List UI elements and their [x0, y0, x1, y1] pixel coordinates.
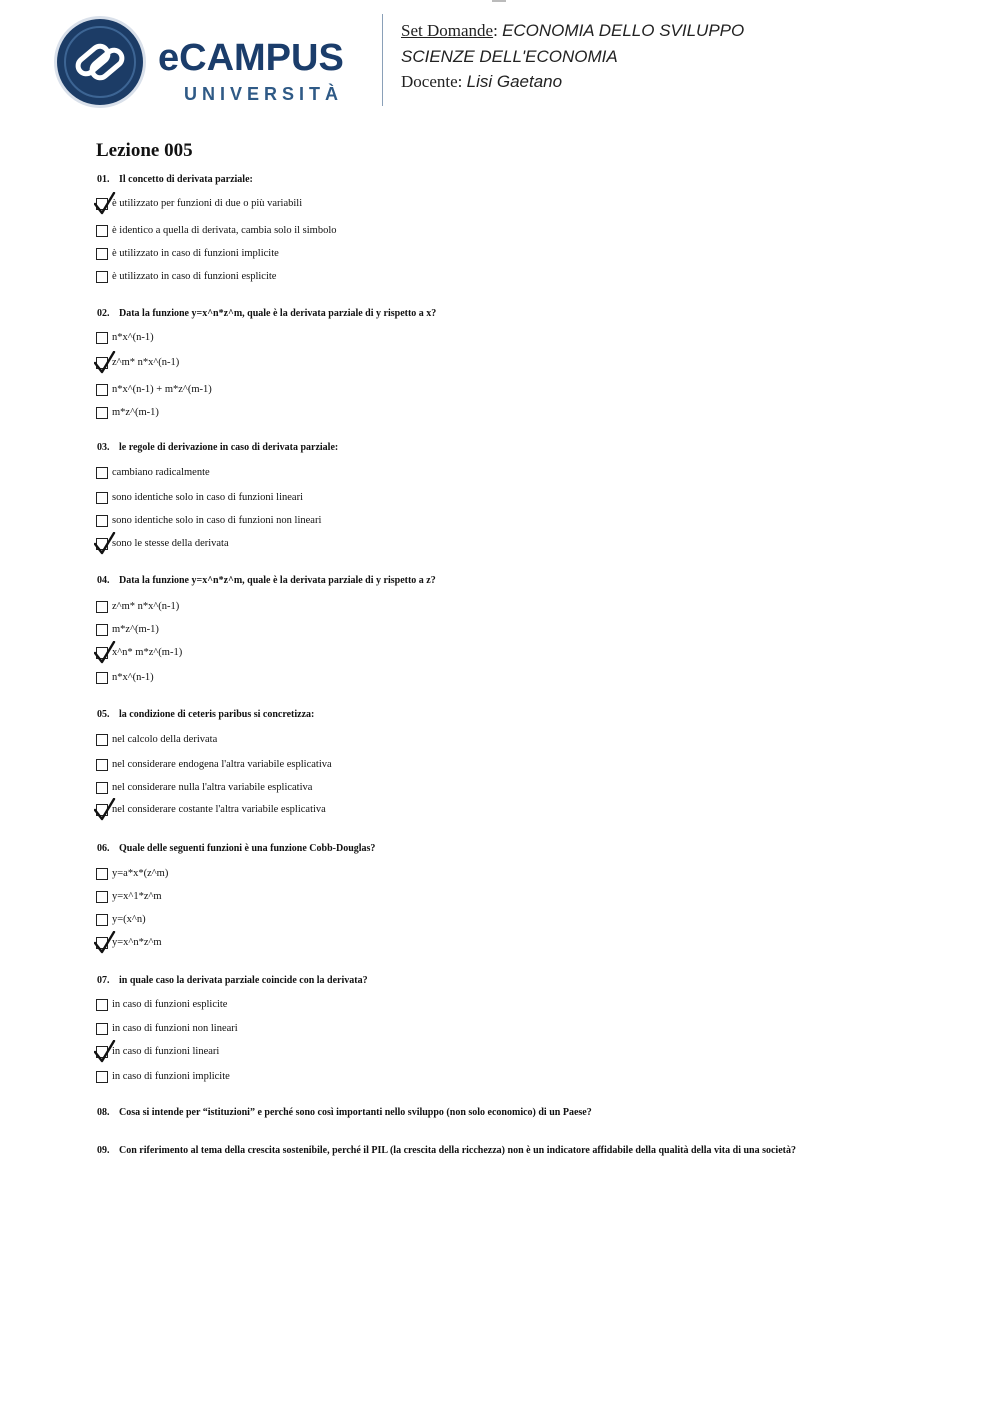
- answer-text: n*x^(n-1): [112, 672, 154, 683]
- ecampus-logo: [52, 14, 372, 110]
- answer-text: z^m* n*x^(n-1): [112, 601, 180, 612]
- course-info: [401, 18, 744, 95]
- answer-checkbox[interactable]: [96, 891, 108, 903]
- question-number: 05.: [97, 709, 110, 720]
- answer-text: y=a*x*(z^m): [112, 868, 169, 879]
- set-label: Set Domande: [401, 21, 494, 40]
- answer-checkbox[interactable]: [96, 1071, 108, 1083]
- answer-text: n*x^(n-1) + m*z^(m-1): [112, 384, 212, 395]
- answer-text: nel considerare nulla l'altra variabile esplicativa: [112, 782, 313, 793]
- question-number: 04.: [97, 575, 110, 586]
- answer-text: y=(x^n): [112, 914, 146, 925]
- logo-subtitle: UNIVERSITÀ: [184, 84, 344, 104]
- question-2: [97, 308, 436, 319]
- answer-checkbox[interactable]: [96, 782, 108, 794]
- answer-text: nel considerare costante l'altra variabile esplicativa: [112, 804, 326, 815]
- question-number: 01.: [97, 174, 110, 185]
- lesson-title: Lezione 005: [96, 140, 193, 161]
- answer-text: in caso di funzioni implicite: [112, 1071, 230, 1082]
- question-text: Il concetto di derivata parziale:: [119, 174, 253, 185]
- answer-text: cambiano radicalmente: [112, 467, 210, 478]
- answer-text: è utilizzato in caso di funzioni esplicite: [112, 271, 277, 282]
- question-text: la condizione di ceteris paribus si concretizza:: [119, 709, 315, 720]
- answer-text: nel considerare endogena l'altra variabile esplicativa: [112, 759, 332, 770]
- logo-wordmark: eCAMPUS: [158, 37, 344, 79]
- docente-value: Lisi Gaetano: [466, 72, 563, 91]
- set-row: Set Domande: ECONOMIA DELLO SVILUPPO: [401, 21, 745, 40]
- checkmark-icon: [94, 532, 116, 556]
- checkmark-icon: [94, 192, 116, 216]
- answer-checkbox[interactable]: [96, 868, 108, 880]
- answer-text: è identico a quella di derivata, cambia solo il simbolo: [112, 225, 337, 236]
- answer-text: in caso di funzioni lineari: [112, 1046, 220, 1057]
- answer-text: sono identiche solo in caso di funzioni lineari: [112, 492, 303, 503]
- answer-checkbox[interactable]: [96, 672, 108, 684]
- answer-text: in caso di funzioni non lineari: [112, 1023, 238, 1034]
- answer-checkbox[interactable]: [96, 384, 108, 396]
- checkmark-icon: [94, 641, 116, 665]
- answer-text: è utilizzato per funzioni di due o più variabili: [112, 198, 303, 209]
- question-text: Data la funzione y=x^n*z^m, quale è la derivata parziale di y rispetto a x?: [119, 308, 437, 319]
- question-3: [97, 442, 338, 453]
- answer-text: in caso di funzioni esplicite: [112, 999, 228, 1010]
- question-number: 02.: [97, 308, 110, 319]
- answer-text: m*z^(m-1): [112, 624, 159, 635]
- question-9: [97, 1145, 877, 1157]
- answer-checkbox[interactable]: [96, 492, 108, 504]
- answer-checkbox[interactable]: [96, 914, 108, 926]
- course-row: [401, 44, 744, 70]
- university-seal-icon: [52, 14, 148, 110]
- question-7: [97, 975, 368, 986]
- answer-checkbox[interactable]: [96, 999, 108, 1011]
- set-value: ECONOMIA DELLO SVILUPPO: [502, 21, 745, 40]
- docente-row: Docente: Lisi Gaetano: [401, 72, 563, 91]
- question-4: [97, 575, 436, 586]
- question-5: [97, 709, 314, 720]
- answer-checkbox[interactable]: [96, 407, 108, 419]
- question-number: 03.: [97, 442, 110, 453]
- answer-text: nel calcolo della derivata: [112, 734, 218, 745]
- answer-checkbox[interactable]: [96, 624, 108, 636]
- answer-text: è utilizzato in caso di funzioni implicite: [112, 248, 279, 259]
- answer-checkbox[interactable]: [96, 734, 108, 746]
- answer-text: x^n* m*z^(m-1): [112, 647, 183, 658]
- question-text: Data la funzione y=x^n*z^m, quale è la derivata parziale di y rispetto a z?: [119, 575, 436, 586]
- answer-checkbox[interactable]: [96, 248, 108, 260]
- checkmark-icon: [94, 1040, 116, 1064]
- answer-text: y=x^n*z^m: [112, 937, 162, 948]
- question-text: in quale caso la derivata parziale coincide con la derivata?: [119, 975, 368, 986]
- answer-checkbox[interactable]: [96, 1023, 108, 1035]
- question-6: [97, 843, 375, 854]
- answer-checkbox[interactable]: [96, 225, 108, 237]
- answer-text: y=x^1*z^m: [112, 891, 162, 902]
- header-divider: [382, 14, 383, 106]
- question-number: 08.: [97, 1107, 110, 1118]
- question-number: 07.: [97, 975, 110, 986]
- answer-checkbox[interactable]: [96, 467, 108, 479]
- answer-checkbox[interactable]: [96, 601, 108, 613]
- answer-text: sono le stesse della derivata: [112, 538, 229, 549]
- course-name: SCIENZE DELL'ECONOMIA: [401, 46, 618, 66]
- checkmark-icon: [94, 351, 116, 375]
- answer-checkbox[interactable]: [96, 515, 108, 527]
- checkmark-icon: [94, 931, 116, 955]
- question-text: Quale delle seguenti funzioni è una funzione Cobb-Douglas?: [119, 843, 376, 854]
- question-number: 06.: [97, 843, 110, 854]
- answer-text: sono identiche solo in caso di funzioni non lineari: [112, 515, 322, 526]
- checkmark-icon: [94, 798, 116, 822]
- question-1: [97, 174, 253, 185]
- question-8: [97, 1107, 592, 1118]
- answer-text: n*x^(n-1): [112, 332, 154, 343]
- answer-checkbox[interactable]: [96, 332, 108, 344]
- question-text: Con riferimento al tema della crescita sostenibile, perché il PIL (la crescita della ricchezza) non è un indicatore affidabile della qualità della vita di una società?: [119, 1145, 796, 1156]
- question-text: Cosa si intende per “istituzioni” e perché sono così importanti nello sviluppo (non solo economico) di un Paese?: [119, 1107, 592, 1118]
- docente-label: Docente: [401, 72, 458, 91]
- answer-text: z^m* n*x^(n-1): [112, 357, 180, 368]
- answer-checkbox[interactable]: [96, 759, 108, 771]
- question-number: 09.: [97, 1145, 110, 1156]
- answer-text: m*z^(m-1): [112, 407, 159, 418]
- question-text: le regole di derivazione in caso di derivata parziale:: [119, 442, 339, 453]
- top-mark: [492, 0, 506, 2]
- answer-checkbox[interactable]: [96, 271, 108, 283]
